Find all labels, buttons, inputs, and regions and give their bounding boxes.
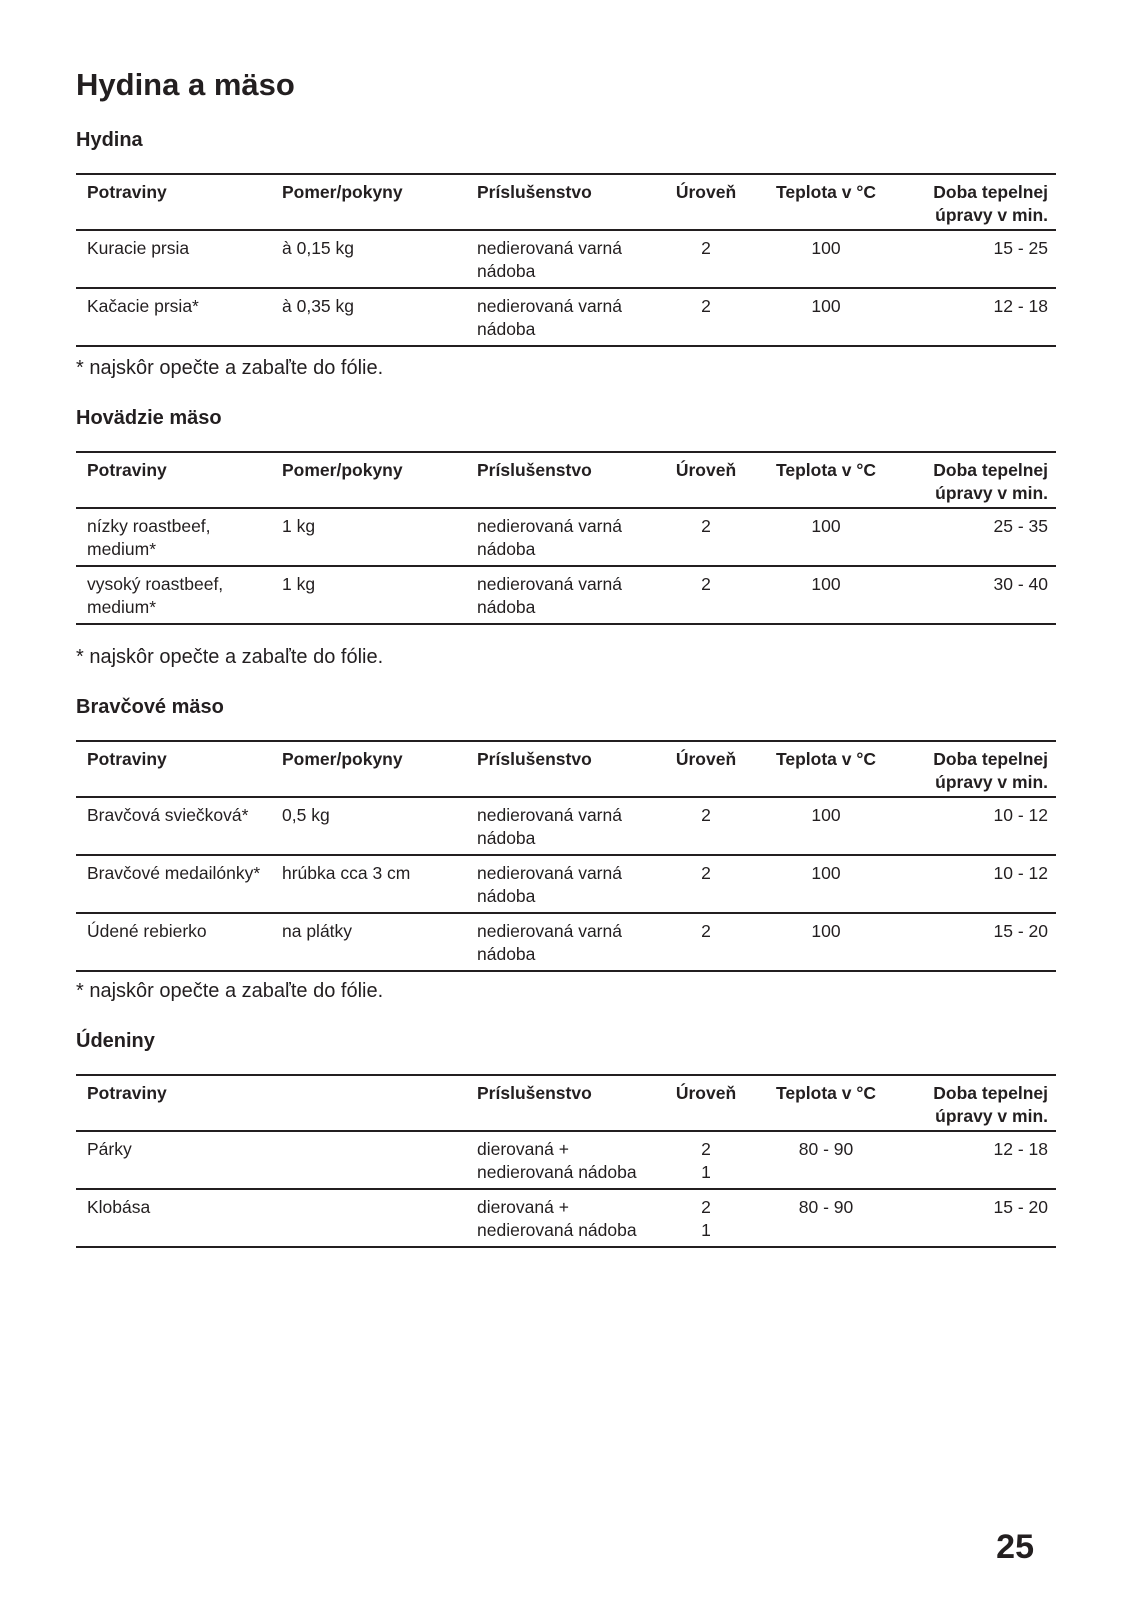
cell-accessory: nedierovaná varná nádoba	[477, 863, 622, 906]
table-row	[76, 231, 1056, 289]
cell-accessory: nedierovaná varná nádoba	[477, 516, 622, 559]
table-header-row	[76, 173, 1056, 231]
cell-temperature: 100	[811, 296, 841, 316]
header-accessory: Príslušenstvo	[477, 749, 592, 769]
header-accessory: Príslušenstvo	[477, 182, 592, 202]
header-food: Potraviny	[87, 749, 167, 769]
header-ratio: Pomer/pokyny	[282, 749, 403, 769]
section-title-beef: Hovädzie mäso	[76, 407, 222, 429]
cell-accessory: nedierovaná varná nádoba	[477, 296, 622, 339]
cell-time: 10 - 12	[993, 805, 1048, 825]
cell-level: 2	[701, 805, 711, 825]
cell-level: 2 1	[701, 1197, 711, 1240]
header-level: Úroveň	[675, 182, 737, 202]
beef-table	[76, 451, 1056, 625]
header-food: Potraviny	[87, 1083, 167, 1103]
cell-food: Kačacie prsia*	[87, 296, 199, 316]
table-header-row	[76, 1074, 1056, 1132]
header-food: Potraviny	[87, 182, 167, 202]
header-temperature: Teplota v °C	[775, 749, 877, 769]
header-ratio: Pomer/pokyny	[282, 460, 403, 480]
header-cooking-time: Doba tepelnej úpravy v min.	[933, 460, 1048, 503]
cell-temperature: 80 - 90	[798, 1197, 854, 1217]
cell-time: 12 - 18	[993, 1139, 1048, 1159]
cell-accessory: nedierovaná varná nádoba	[477, 805, 622, 848]
cell-level: 2	[701, 516, 711, 536]
cell-temperature: 100	[811, 238, 841, 258]
header-cooking-time: Doba tepelnej úpravy v min.	[933, 1083, 1048, 1126]
cell-accessory: dierovaná + nedierovaná nádoba	[477, 1139, 637, 1182]
table-row	[76, 567, 1056, 625]
cell-temperature: 100	[811, 516, 841, 536]
page-number: 25	[996, 1528, 1034, 1566]
cell-time: 15 - 20	[993, 921, 1048, 941]
smoked-meats-table	[76, 1074, 1056, 1248]
header-ratio: Pomer/pokyny	[282, 182, 403, 202]
cell-ratio-empty	[271, 1190, 466, 1246]
cell-ratio: hrúbka cca 3 cm	[282, 863, 411, 883]
cell-ratio: à 0,35 kg	[282, 296, 354, 316]
cell-food: Bravčová sviečková*	[87, 805, 249, 825]
cell-level: 2	[701, 574, 711, 594]
cell-food: Párky	[87, 1139, 132, 1159]
cell-time: 12 - 18	[993, 296, 1048, 316]
cell-temperature: 80 - 90	[798, 1139, 854, 1159]
cell-ratio: à 0,15 kg	[282, 238, 354, 258]
footnote-beef: * najskôr opečte a zabaľte do fólie.	[76, 646, 384, 668]
header-food: Potraviny	[87, 460, 167, 480]
cell-time: 15 - 20	[993, 1197, 1048, 1217]
cell-temperature: 100	[811, 863, 841, 883]
cell-ratio: 0,5 kg	[282, 805, 330, 825]
cell-accessory: nedierovaná varná nádoba	[477, 574, 622, 617]
header-ratio-empty	[271, 1076, 466, 1130]
pork-table	[76, 740, 1056, 972]
footnote-pork: * najskôr opečte a zabaľte do fólie.	[76, 980, 384, 1002]
cell-ratio: 1 kg	[282, 516, 316, 536]
cell-food: Klobása	[87, 1197, 151, 1217]
table-row	[76, 1132, 1056, 1190]
cell-level: 2	[701, 921, 711, 941]
table-row	[76, 798, 1056, 856]
table-row	[76, 289, 1056, 347]
cell-accessory: nedierovaná varná nádoba	[477, 238, 622, 281]
table-header-row	[76, 451, 1056, 509]
header-temperature: Teplota v °C	[775, 460, 877, 480]
cell-food: Kuracie prsia	[87, 238, 190, 258]
cell-food: vysoký roastbeef, medium*	[87, 574, 224, 617]
table-row	[76, 509, 1056, 567]
header-accessory: Príslušenstvo	[477, 460, 592, 480]
page-title: Hydina a mäso	[76, 67, 295, 102]
header-temperature: Teplota v °C	[775, 1083, 877, 1103]
poultry-table	[76, 173, 1056, 347]
cell-time: 30 - 40	[993, 574, 1048, 594]
cell-ratio: 1 kg	[282, 574, 316, 594]
header-cooking-time: Doba tepelnej úpravy v min.	[933, 182, 1048, 225]
cell-time: 10 - 12	[993, 863, 1048, 883]
cell-food: Bravčové medailónky*	[87, 863, 261, 883]
cell-food: Údené rebierko	[87, 921, 207, 941]
table-header-row	[76, 740, 1056, 798]
table-row	[76, 914, 1056, 972]
cell-temperature: 100	[811, 921, 841, 941]
cell-level: 2	[701, 296, 711, 316]
cell-time: 15 - 25	[993, 238, 1048, 258]
header-level: Úroveň	[675, 749, 737, 769]
cell-accessory: nedierovaná varná nádoba	[477, 921, 622, 964]
cell-accessory: dierovaná + nedierovaná nádoba	[477, 1197, 637, 1240]
cell-level: 2 1	[701, 1139, 711, 1182]
table-row	[76, 1190, 1056, 1248]
header-level: Úroveň	[675, 460, 737, 480]
header-temperature: Teplota v °C	[775, 182, 877, 202]
header-accessory: Príslušenstvo	[477, 1083, 592, 1103]
section-title-smoked-meats: Údeniny	[76, 1030, 155, 1052]
cell-temperature: 100	[811, 574, 841, 594]
header-cooking-time: Doba tepelnej úpravy v min.	[933, 749, 1048, 792]
cell-ratio: na plátky	[282, 921, 353, 941]
table-row	[76, 856, 1056, 914]
cell-food: nízky roastbeef, medium*	[87, 516, 211, 559]
cell-level: 2	[701, 238, 711, 258]
cell-ratio-empty	[271, 1132, 466, 1188]
section-title-poultry: Hydina	[76, 129, 143, 151]
section-title-pork: Bravčové mäso	[76, 696, 224, 718]
cell-time: 25 - 35	[993, 516, 1048, 536]
cell-level: 2	[701, 863, 711, 883]
cell-temperature: 100	[811, 805, 841, 825]
header-level: Úroveň	[675, 1083, 737, 1103]
footnote-poultry: * najskôr opečte a zabaľte do fólie.	[76, 357, 384, 379]
